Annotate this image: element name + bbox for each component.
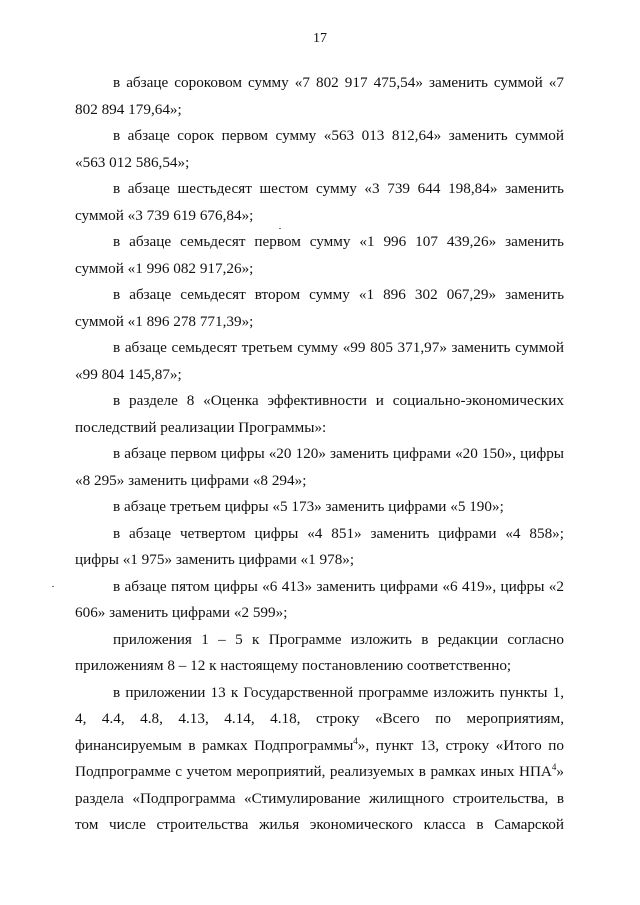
paragraph-2: в абзаце сорок первом сумму «563 013 812,64» заменить суммой «563 012 586,54»; (75, 127, 564, 171)
paragraph-8: в абзаце первом цифры «20 120» заменить цифрами «20 150», цифры «8 295» заменить цифрами «8 294»; (75, 445, 564, 489)
footnote-marker-2: 4 (551, 761, 557, 772)
document-body (75, 70, 564, 839)
paragraph-3: в абзаце шестьдесят шестом сумму «3 739 644 198,84» заменить суммой «3 739 619 676,84»; (75, 180, 564, 224)
paragraph-12: приложения 1 – 5 к Программе изложить в редакции согласно приложениям 8 – 12 к настоящему постановлению соответственно; (75, 630, 564, 674)
paragraph-5: в абзаце семьдесят втором сумму «1 896 302 067,29» заменить суммой «1 896 278 771,39»; (75, 286, 564, 330)
page-number: 17 (313, 31, 327, 46)
paragraph-11: в абзаце пятом цифры «6 413» заменить цифрами «6 419», цифры «2 606» заменить цифрами «2 599»; (75, 577, 564, 621)
scan-speck (52, 586, 54, 587)
paragraph-13-part-3: » раздела «Подпрограмма «Стимулирование жилищного строительства, в том числе строительства жилья экономического класса в Самарской (75, 763, 564, 833)
paragraph-13 (75, 680, 564, 839)
paragraph-13-part-1: в приложении 13 к Государственной программе изложить пункты 1, 4, 4.4, 4.8, 4.13, 4.14, 4.18, строку «Всего по мероприятиям, финансируемым в рамках Подпрограммы (75, 683, 564, 754)
paragraph-7: в разделе 8 «Оценка эффективности и социально-экономических последствий реализации Программы»: (75, 392, 564, 436)
paragraph-13-part-2: », пункт 13, строку «Итого по Подпрограмме с учетом мероприятий, реализуемых в рамках иных НПА (75, 736, 565, 780)
paragraph-9: в абзаце третьем цифры «5 173» заменить цифрами «5 190»; (113, 498, 504, 515)
paragraph-10: в абзаце четвертом цифры «4 851» заменить цифрами «4 858»; цифры «1 975» заменить цифрами «1 978»; (75, 524, 564, 568)
footnote-marker-1: 4 (353, 735, 358, 746)
paragraph-4: в абзаце семьдесят первом сумму «1 996 107 439,26» заменить суммой «1 996 082 917,26»; (75, 233, 564, 277)
scan-speck (279, 228, 281, 229)
paragraph-6: в абзаце семьдесят третьем сумму «99 805 371,97» заменить суммой «99 804 145,87»; (75, 339, 564, 383)
paragraph-1: в абзаце сороковом сумму «7 802 917 475,54» заменить суммой «7 802 894 179,64»; (75, 74, 564, 118)
